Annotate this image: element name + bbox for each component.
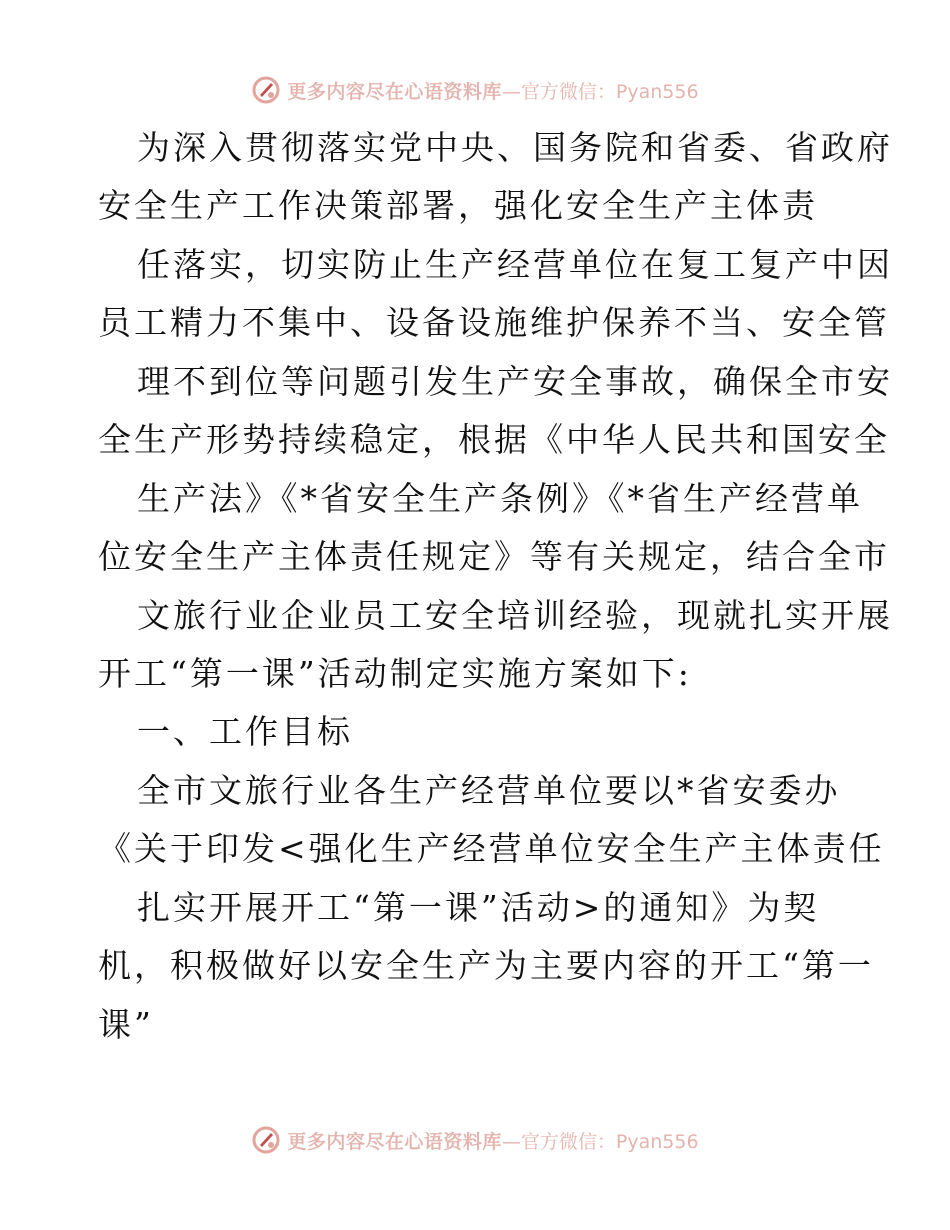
text-line: 为深入贯彻落实党中央、国务院和省委、省政府	[137, 128, 893, 167]
text-line: 位安全生产主体责任规定》等有关规定，结合全市	[98, 537, 890, 576]
text-line: 《关于印发<强化生产经营单位安全生产主体责任	[98, 829, 885, 868]
banner-site-text: 更多内容尽在心语资料库	[287, 1130, 502, 1153]
text-line: 安全生产工作决策部署，强化安全生产主体责	[98, 186, 818, 225]
footer-banner	[0, 1120, 950, 1160]
text-line: 员工精力不集中、设备设施维护保养不当、安全管	[98, 303, 890, 342]
text-line: 全市文旅行业各生产经营单位要以*省安委办	[137, 771, 841, 810]
banner-site-text: 更多内容尽在心语资料库	[287, 80, 502, 103]
text-line: 开工“第一课”活动制定实施方案如下:	[98, 654, 692, 693]
text-line: 任落实，切实防止生产经营单位在复工复产中因	[137, 245, 893, 284]
brand-logo-icon	[251, 1125, 281, 1155]
banner-wechat-text: —官方微信：Pyan556	[501, 80, 699, 103]
text-line: 理不到位等问题引发生产安全事故，确保全市安	[137, 362, 893, 401]
text-line: 文旅行业企业员工安全培训经验，现就扎实开展	[137, 596, 893, 635]
banner-wechat-text: —官方微信：Pyan556	[501, 1130, 699, 1153]
section-heading: 一、工作目标	[137, 712, 353, 751]
text-line: 全生产形势持续稳定，根据《中华人民共和国安全	[98, 420, 890, 459]
header-banner	[0, 70, 950, 110]
text-line: 扎实开展开工“第一课”活动>的通知》为契	[137, 888, 820, 927]
text-line: 生产法》《*省安全生产条例》《*省生产经营单	[137, 479, 863, 518]
brand-logo-icon	[251, 75, 281, 105]
text-line: 课”	[98, 1005, 154, 1044]
text-line: 机，积极做好以安全生产为主要内容的开工“第一	[98, 946, 874, 985]
